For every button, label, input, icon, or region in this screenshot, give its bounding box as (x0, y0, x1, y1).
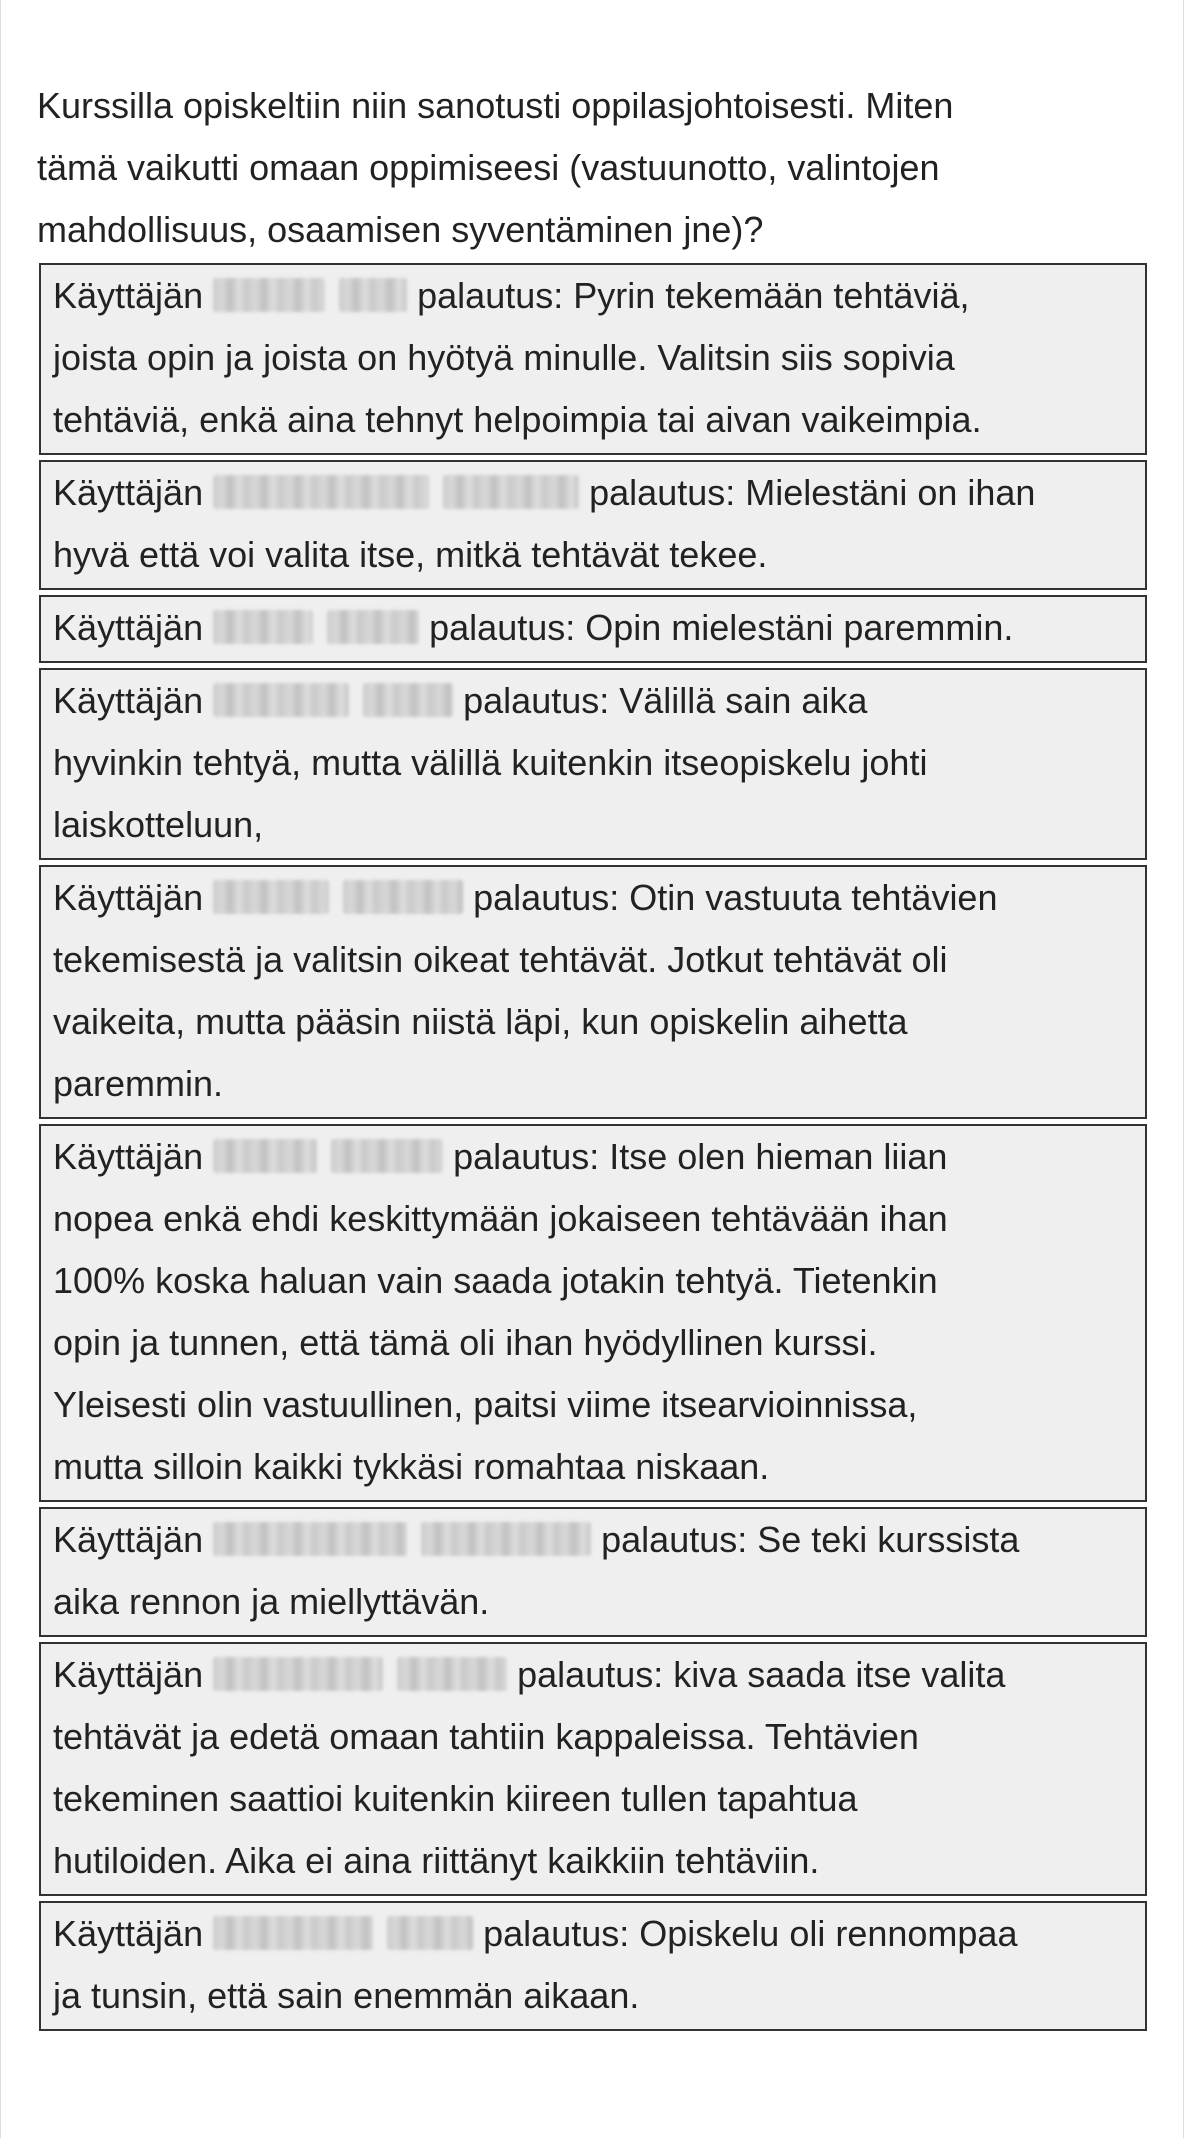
answer-item (39, 1901, 1147, 2031)
answer-text: vaikeita, mutta pääsin niistä läpi, kun opiskelin aihetta (53, 1001, 908, 1042)
redacted-gap (313, 610, 327, 644)
answer-text: opin ja tunnen, että tämä oli ihan hyödyllinen kurssi. (53, 1322, 878, 1363)
answer-prefix: Käyttäjän (53, 1519, 204, 1560)
answer-item (39, 263, 1147, 455)
answer-prefix: Käyttäjän (53, 275, 204, 316)
answer-text: palautus: Pyrin tekemään tehtäviä, (417, 275, 970, 316)
answer-text: tehtäviä, enkä aina tehnyt helpoimpia tai aivan vaikeimpia. (53, 399, 982, 440)
redacted-name (363, 683, 453, 717)
redacted-name (387, 1916, 473, 1950)
answer-text: hyvä että voi valita itse, mitkä tehtävät tekee. (53, 534, 768, 575)
answer-text: palautus: Otin vastuuta tehtävien (473, 877, 998, 918)
redacted-name (213, 880, 329, 914)
redacted-name (421, 1522, 591, 1556)
answer-text: Yleisesti olin vastuullinen, paitsi viime itsearvioinnissa, (53, 1384, 918, 1425)
answer-item (39, 1124, 1147, 1502)
redacted-name (213, 1916, 373, 1950)
answer-item (39, 865, 1147, 1119)
answer-text: nopea enkä ehdi keskittymään jokaiseen tehtävään ihan (53, 1198, 948, 1239)
answer-text: ja tunsin, että sain enemmän aikaan. (53, 1975, 640, 2016)
redacted-gap (317, 1139, 331, 1173)
redacted-name (213, 610, 313, 644)
redacted-name (443, 475, 579, 509)
redacted-name (213, 278, 325, 312)
redacted-name (213, 683, 349, 717)
redacted-name (343, 880, 463, 914)
question-line: tämä vaikutti omaan oppimiseesi (vastuunotto, valintojen (37, 147, 940, 188)
answer-text: palautus: kiva saada itse valita (517, 1654, 1006, 1695)
answer-text: palautus: Opin mielestäni paremmin. (429, 607, 1014, 648)
answer-text: 100% koska haluan vain saada jotakin tehtyä. Tietenkin (53, 1260, 938, 1301)
answer-item (39, 1507, 1147, 1637)
answer-text: tekeminen saattioi kuitenkin kiireen tullen tapahtua (53, 1778, 858, 1819)
answer-text: hyvinkin tehtyä, mutta välillä kuitenkin itseopiskelu johti (53, 742, 928, 783)
answer-prefix: Käyttäjän (53, 1654, 204, 1695)
answer-list (39, 263, 1147, 2036)
redacted-name (339, 278, 407, 312)
redacted-name (331, 1139, 443, 1173)
redacted-name (213, 475, 429, 509)
answer-prefix: Käyttäjän (53, 1136, 204, 1177)
redacted-name (213, 1522, 407, 1556)
redacted-gap (407, 1522, 421, 1556)
answer-prefix: Käyttäjän (53, 472, 204, 513)
redacted-gap (373, 1916, 387, 1950)
redacted-gap (349, 683, 363, 717)
answer-item (39, 668, 1147, 860)
answer-text: palautus: Välillä sain aika (463, 680, 868, 721)
question-text (37, 75, 1137, 261)
redacted-name (213, 1657, 383, 1691)
redacted-name (397, 1657, 507, 1691)
answer-text: paremmin. (53, 1063, 224, 1104)
answer-prefix: Käyttäjän (53, 1913, 204, 1954)
redacted-gap (329, 880, 343, 914)
redacted-gap (325, 278, 339, 312)
answer-text: palautus: Mielestäni on ihan (589, 472, 1036, 513)
redacted-gap (383, 1657, 397, 1691)
question-line: Kurssilla opiskeltiin niin sanotusti oppilasjohtoisesti. Miten (37, 85, 954, 126)
answer-item (39, 595, 1147, 663)
answer-item (39, 460, 1147, 590)
answer-text: tekemisestä ja valitsin oikeat tehtävät. Jotkut tehtävät oli (53, 939, 948, 980)
question-line: mahdollisuus, osaamisen syventäminen jne)? (37, 209, 764, 250)
answer-text: palautus: Itse olen hieman liian (453, 1136, 948, 1177)
answer-text: palautus: Se teki kurssista (601, 1519, 1020, 1560)
answer-text: aika rennon ja miellyttävän. (53, 1581, 490, 1622)
answer-prefix: Käyttäjän (53, 680, 204, 721)
answer-text: laiskotteluun, (53, 804, 264, 845)
redacted-name (327, 610, 419, 644)
answer-text: joista opin ja joista on hyötyä minulle. Valitsin siis sopivia (53, 337, 955, 378)
answer-prefix: Käyttäjän (53, 877, 204, 918)
answer-prefix: Käyttäjän (53, 607, 204, 648)
redacted-gap (429, 475, 443, 509)
redacted-name (213, 1139, 317, 1173)
answer-text: mutta silloin kaikki tykkäsi romahtaa niskaan. (53, 1446, 770, 1487)
answer-text: hutiloiden. Aika ei aina riittänyt kaikkiin tehtäviin. (53, 1840, 820, 1881)
answer-item (39, 1642, 1147, 1896)
answer-text: tehtävät ja edetä omaan tahtiin kappaleissa. Tehtävien (53, 1716, 919, 1757)
answer-text: palautus: Opiskelu oli rennompaa (483, 1913, 1018, 1954)
